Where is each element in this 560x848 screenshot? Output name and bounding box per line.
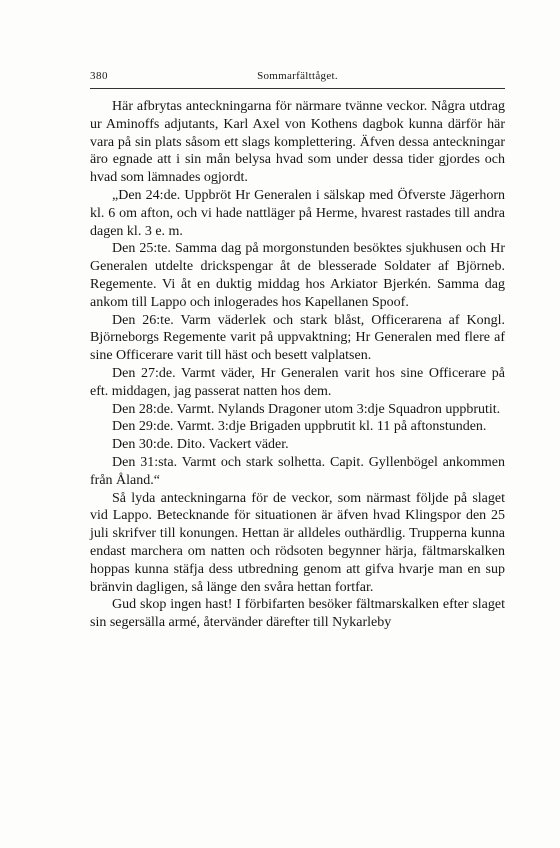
paragraph: Den 26:te. Varm väderlek och stark blåst, Officerarena af Kongl. Björneborgs Regemente varit på uppvaktning; Hr Generalen med flere af sine Officerare varit till häst och besett valplatsen. [90, 312, 505, 364]
page-number: 380 [90, 70, 108, 82]
body-text [90, 98, 505, 632]
paragraph: Den 29:de. Varmt. 3:dje Brigaden uppbrutit kl. 11 på aftonstunden. [112, 419, 487, 435]
header-rule [90, 88, 505, 89]
paragraph: Den 27:de. Varmt väder, Hr Generalen varit hos sine Officerare på eft. middagen, jag passerat natten hos dem. [90, 365, 505, 399]
running-title: Sommarfälttåget. [257, 70, 338, 82]
paragraph: Gud skop ingen hast! I förbifarten besöker fältmarskalken efter slaget sin segersälla armé, återvänder därefter till Nykarleby [90, 597, 505, 631]
paragraph: Den 28:de. Varmt. Nylands Dragoner utom 3:dje Squadron uppbrutit. [112, 401, 501, 417]
paragraph: Den 31:sta. Varmt och stark solhetta. Capit. Gyllenbögel ankommen från Åland.“ [90, 454, 505, 488]
paragraph: „Den 24:de. Uppbröt Hr Generalen i sälskap med Öfverste Jägerhorn kl. 6 om afton, och vi hade nattläger på Herme, hvarest rastades till andra dagen kl. 3 e. m. [90, 187, 505, 239]
paragraph: Här afbrytas anteckningarna för närmare tvänne veckor. Några utdrag ur Aminoffs adjutants, Karl Axel von Kothens dagbok kunna därför här vara på sin plats såsom ett slags komplettering. Äfven dessa anteckningar äro egnade att i sin mån belysa hvad som under dessa tider gjordes och hvad som lämnades ogjordt. [90, 99, 505, 186]
paragraph: Så lyda anteckningarna för de veckor, som närmast följde på slaget vid Lappo. Betecknande för situationen är äfven hvad Klingspor den 25 juli skrifver till konungen. Hettan är alldeles outhärdlig. Trupperna kunna endast marchera om natten och rödsoten begynner härja, fältmarskalken hoppas kunna stäfja dess utbredning genom att gifva hvarje man en sup bränvin dagligen, så länge den svåra hettan fortfar. [90, 490, 505, 595]
paragraph: Den 30:de. Dito. Vackert väder. [112, 437, 289, 453]
paragraph: Den 25:te. Samma dag på morgonstunden besöktes sjukhusen och Hr Generalen utdelte drickspengar åt de blesserade Soldater af Björneb. Regemente. Vi åt en duktig middag hos Arkiator Bjerkén. Samma dag ankom till Lappo och inlogerades hos Kapellanen Spoof. [90, 241, 505, 310]
page-header [90, 70, 505, 88]
